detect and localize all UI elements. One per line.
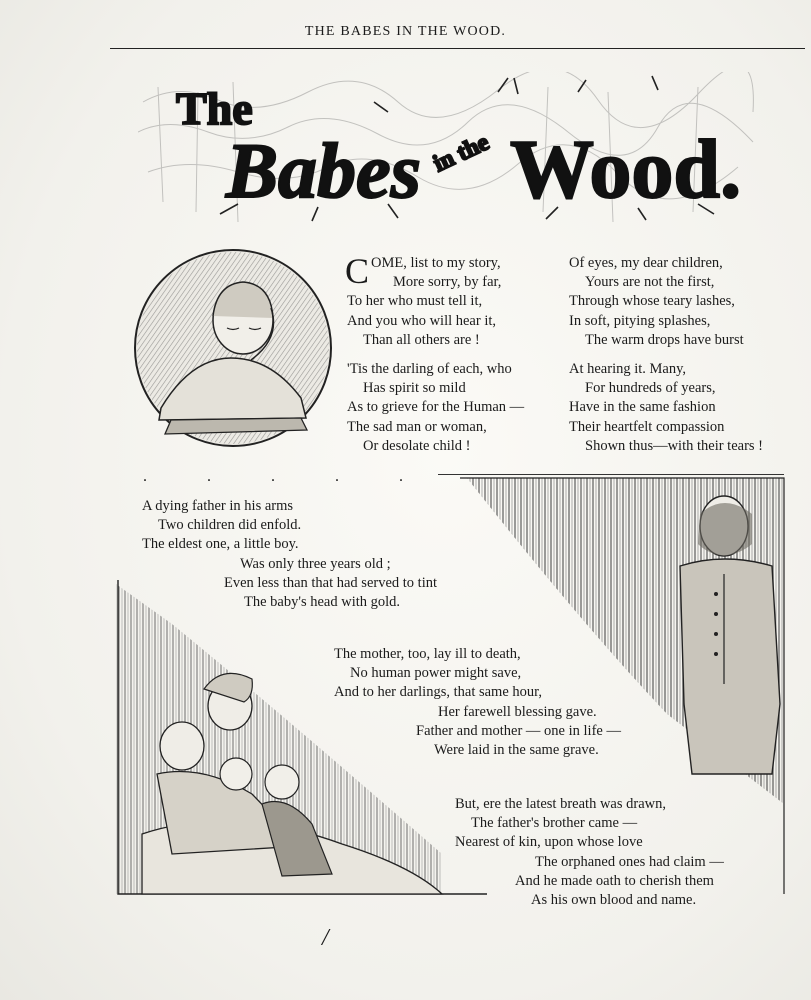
poem-stanza-7 [455, 795, 724, 910]
poem-line: 'Tis the darling of each, who [347, 361, 512, 377]
poem-line: Has spirit so mild [363, 380, 466, 397]
poem-line: Of eyes, my dear children, [569, 255, 723, 271]
poem-line: OME, list to my story, [371, 255, 501, 271]
title-illustration [138, 72, 758, 232]
poem-line: And he made oath to cherish them [515, 872, 714, 889]
header-rule [110, 48, 805, 49]
poem-line: More sorry, by far, [393, 274, 502, 291]
poem-line: Through whose teary lashes, [569, 293, 735, 310]
poem-line: Two children did enfold. [158, 517, 302, 534]
poem-line: Yours are not the first, [585, 274, 715, 291]
poem-stanza-6 [334, 645, 621, 760]
poem-line: The mother, too, lay ill to death, [334, 646, 521, 662]
poem-line: Their heartfelt compassion [569, 418, 725, 435]
poem-line: At hearing it. Many, [569, 361, 687, 377]
drop-cap: C [345, 251, 370, 291]
page-number: / [322, 925, 329, 951]
poem-line: The eldest one, a little boy. [142, 536, 299, 553]
poem-line: In soft, pitying splashes, [569, 312, 711, 329]
poem-line: And you who will hear it, [347, 312, 497, 329]
section-dots: . . . . . [143, 468, 431, 485]
poem-line: Even less than that had served to tint [224, 574, 438, 591]
poem-line: But, ere the latest breath was drawn, [455, 796, 666, 812]
poem-line: The warm drops have burst [585, 331, 744, 348]
poem-line: Have in the same fashion [569, 399, 716, 416]
poem-line: Were laid in the same grave. [434, 742, 599, 759]
poem-line: As to grieve for the Human — [347, 399, 525, 416]
poem-line: Father and mother — one in life — [416, 722, 621, 739]
girl-reading-vignette [131, 248, 335, 452]
poem-line: The father's brother came — [471, 815, 638, 832]
poem-line: Or desolate child ! [363, 437, 471, 454]
poem-line: For hundreds of years, [585, 380, 716, 397]
poem-line: A dying father in his arms [142, 498, 294, 514]
poem-line: The orphaned ones had claim — [535, 853, 724, 870]
title-babes: Babes [226, 127, 421, 214]
poem-line: The sad man or woman, [347, 418, 487, 435]
title-wood: Wood. [510, 123, 742, 216]
poem-line: The baby's head with gold. [244, 594, 401, 611]
poem-stanza-1 [345, 251, 502, 350]
poem-stanza-2 [347, 360, 524, 456]
running-head: THE BABES IN THE WOOD. [304, 24, 507, 39]
title-the: The [176, 83, 253, 134]
poem-stanza-5 [142, 497, 437, 612]
poem-line: Than all others are ! [363, 331, 480, 348]
poem-line: And to her darlings, that same hour, [334, 684, 543, 701]
poem-line: Was only three years old ; [240, 555, 391, 572]
poem-stanza-3 [569, 254, 744, 350]
poem-line: As his own blood and name. [531, 892, 697, 909]
poem-stanza-4 [569, 360, 763, 456]
poem-line: Shown thus—with their tears ! [585, 437, 764, 454]
title-in-the: in the [429, 129, 494, 178]
poem-line: To her who must tell it, [347, 293, 483, 310]
poem-line: Nearest of kin, upon whose love [455, 834, 643, 851]
poem-line: Her farewell blessing gave. [438, 703, 597, 720]
poem-line: No human power might save, [350, 665, 522, 682]
